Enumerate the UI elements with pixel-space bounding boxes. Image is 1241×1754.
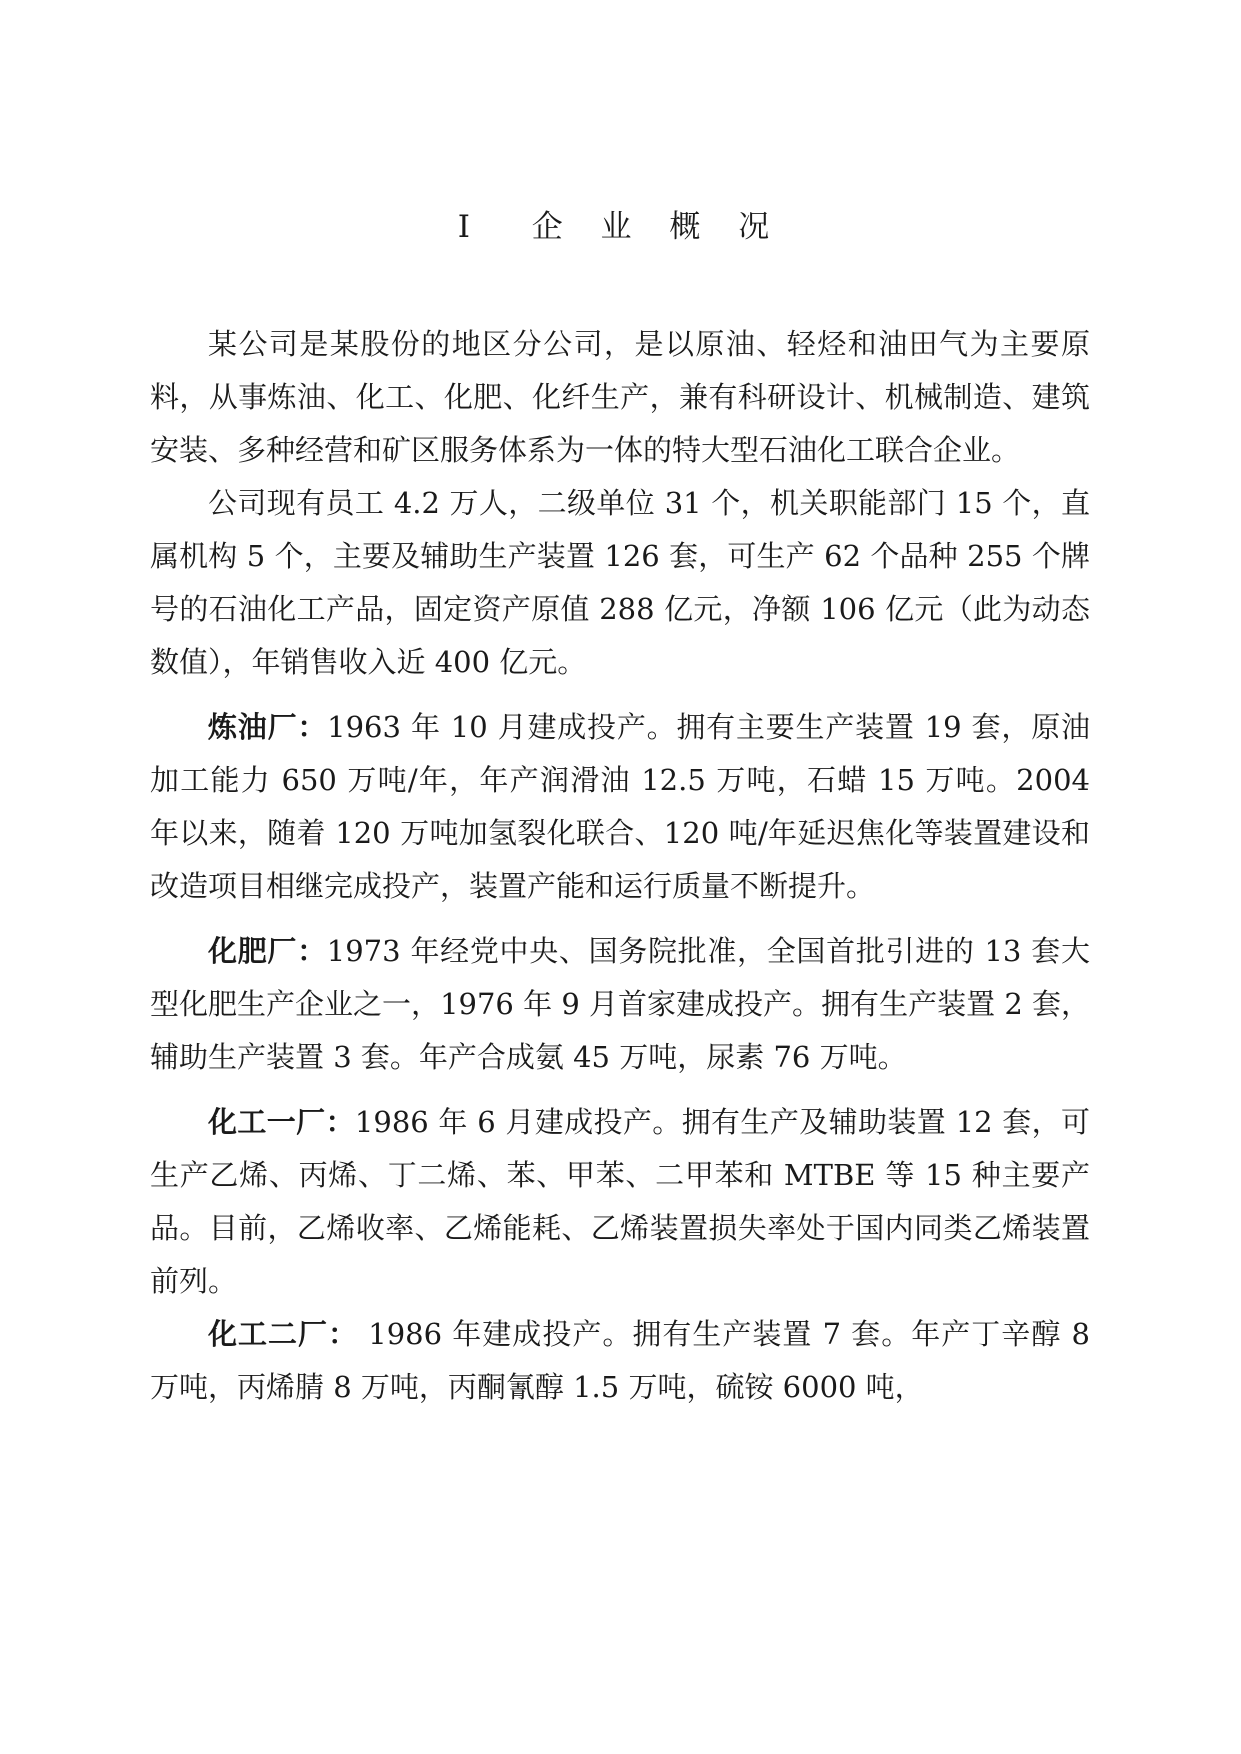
- paragraph-chemical-plant-2: [150, 1308, 1090, 1414]
- paragraph-text: 1986 年 6 月建成投产。拥有生产及辅助装置 12 套，可生产乙烯、丙烯、丁二烯、苯、甲苯、二甲苯和 MTBE 等 15 种主要产品。目前，乙烯收率、乙烯能耗、乙烯装置损失率处于国内同类乙烯装置前列。: [150, 1105, 1090, 1298]
- paragraph-staff: [150, 477, 1090, 689]
- paragraph-lead: 化肥厂：: [208, 934, 327, 968]
- paragraph-lead: 化工一厂：: [208, 1105, 355, 1139]
- paragraph-overview: [150, 318, 1090, 477]
- paragraph-lead: 炼油厂：: [208, 710, 328, 744]
- paragraph-text: 1973 年经党中央、国务院批准，全国首批引进的 13 套大型化肥生产企业之一，1976 年 9 月首家建成投产。拥有生产装置 2 套，辅助生产装置 3 套。年产合成氨 45 万吨，尿素 76 万吨。: [150, 934, 1090, 1074]
- paragraph-chemical-plant-1: [150, 1096, 1090, 1308]
- section-title: I 企 业 概 况: [457, 209, 784, 245]
- paragraph-text: 公司现有员工 4.2 万人，二级单位 31 个，机关职能部门 15 个，直属机构 5 个，主要及辅助生产装置 126 套，可生产 62 个品种 255 个牌号的石油化工产品，固定资产原值 288 亿元，净额 106 亿元（此为动态数值），年销售收入近 400 亿元。: [150, 486, 1090, 679]
- paragraph-text: 1986 年建成投产。拥有生产装置 7 套。年产丁辛醇 8 万吨，丙烯腈 8 万吨，丙酮氰醇 1.5 万吨，硫铵 6000 吨，: [150, 1317, 1090, 1404]
- paragraph-refinery: [150, 701, 1090, 913]
- paragraph-lead: 化工二厂：: [208, 1317, 359, 1351]
- paragraph-fertilizer: [150, 925, 1090, 1084]
- body-text: [150, 318, 1090, 1414]
- paragraph-text: 1963 年 10 月建成投产。拥有主要生产装置 19 套，原油加工能力 650 万吨/年，年产润滑油 12.5 万吨，石蜡 15 万吨。2004 年以来，随着 120 万吨加氢裂化联合、120 吨/年延迟焦化等装置建设和改造项目相继完成投产，装置产能和运行质量不断提升。: [150, 710, 1090, 903]
- paragraph-text: 某公司是某股份的地区分公司，是以原油、轻烃和油田气为主要原料，从事炼油、化工、化肥、化纤生产，兼有科研设计、机械制造、建筑安装、多种经营和矿区服务体系为一体的特大型石油化工联合企业。: [150, 327, 1090, 467]
